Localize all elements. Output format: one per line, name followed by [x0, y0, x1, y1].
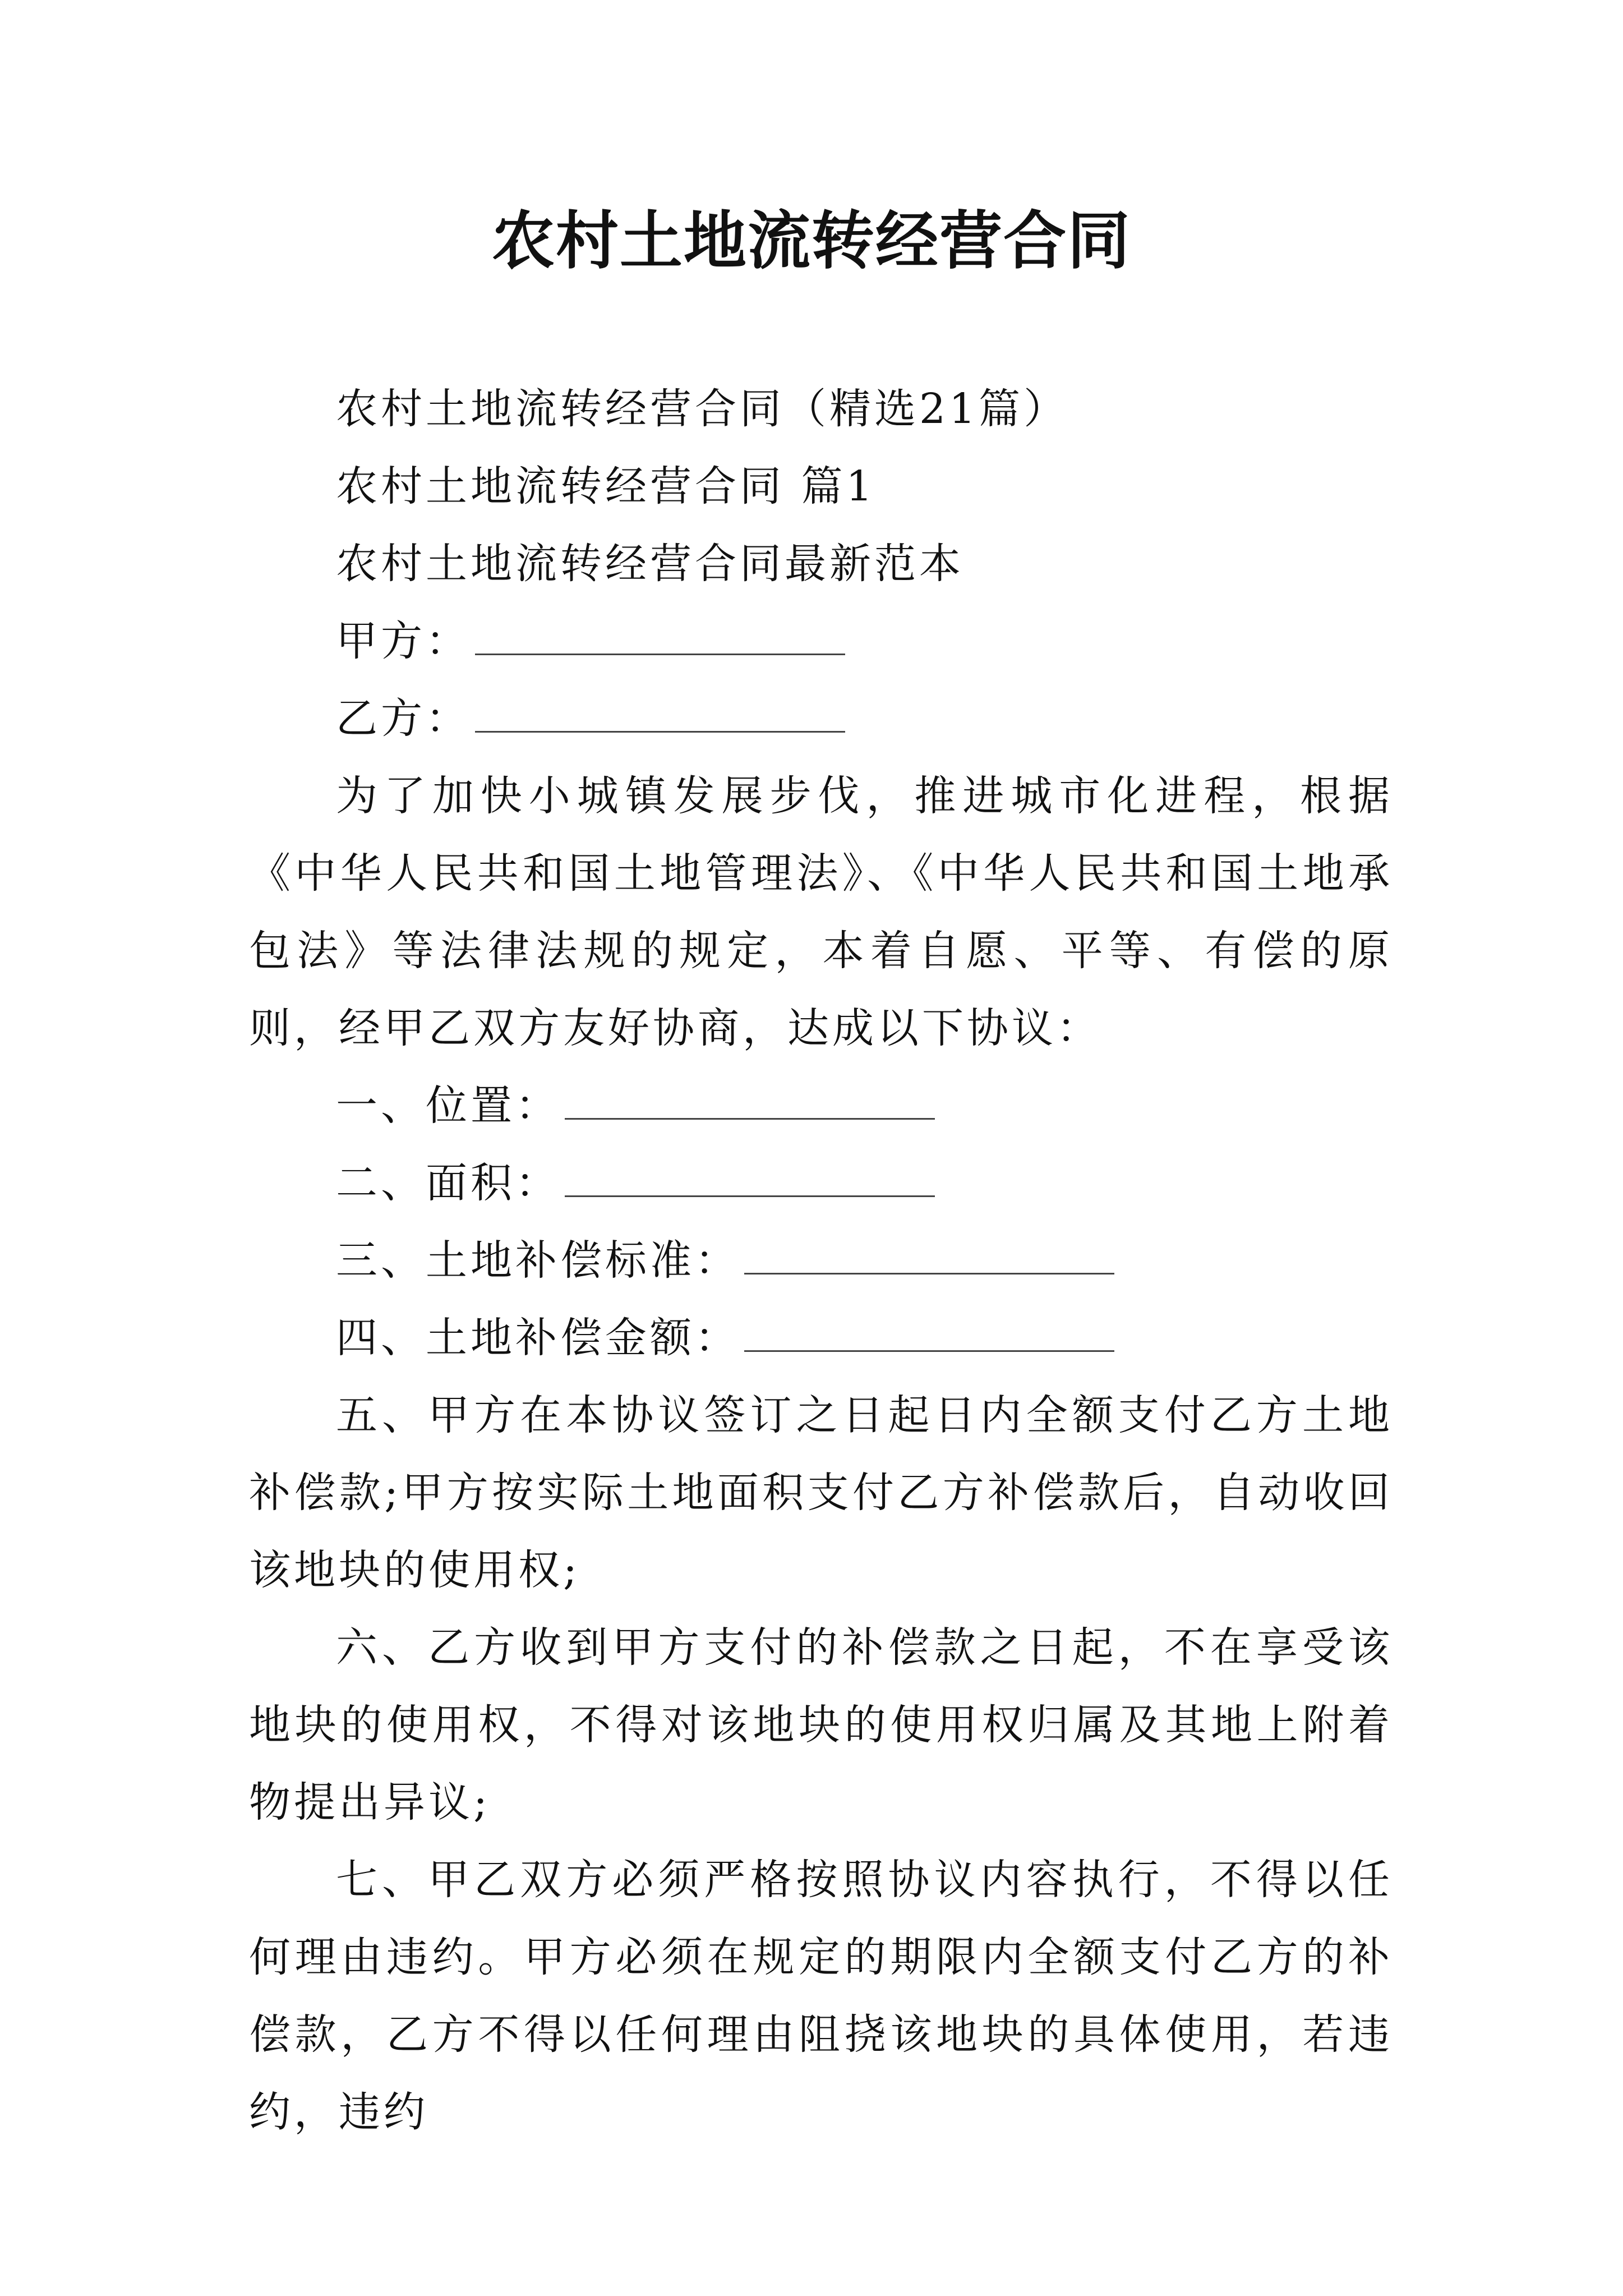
section-heading: 农村土地流转经营合同 篇1 — [336, 462, 876, 510]
document-body — [249, 370, 1393, 2151]
item-amount-label: 四、土地补偿金额： — [336, 1314, 740, 1362]
item-area-blank — [565, 1184, 935, 1197]
item-area-label: 二、面积： — [336, 1159, 560, 1207]
clause-7: 七、甲乙双方必须严格按照协议内容执行，不得以任何理由违约。甲方必须在规定的期限内全额支付乙方的补偿款，乙方不得以任何理由阻挠该地块的具体使用，若违约，违约 — [249, 1856, 1393, 2136]
party-a-line — [249, 602, 1393, 680]
item-area — [249, 1144, 1393, 1222]
item-location-label: 一、位置： — [336, 1082, 560, 1130]
item-standard-label: 三、土地补偿标准： — [336, 1236, 740, 1285]
subtitle-line: 农村土地流转经营合同（精选21篇） — [336, 385, 1069, 433]
item-location — [249, 1067, 1393, 1144]
clause-5: 五、甲方在本协议签订之日起日内全额支付乙方土地补偿款;甲方按实际土地面积支付乙方补偿款后，自动收回该地块的使用权; — [249, 1391, 1393, 1594]
preamble-paragraph: 为了加快小城镇发展步伐，推进城市化进程，根据《中华人民共和国土地管理法》、《中华人民共和国土地承包法》等法律法规的规定，本着自愿、平等、有偿的原则，经甲乙双方友好协商，达成以下协议： — [249, 772, 1393, 1052]
clause-6: 六、乙方收到甲方支付的补偿款之日起，不在享受该地块的使用权，不得对该地块的使用权归属及其地上附着物提出异议; — [249, 1623, 1393, 1826]
party-b-label: 乙方： — [336, 694, 471, 743]
party-b-line — [249, 680, 1393, 757]
template-heading: 农村土地流转经营合同最新范本 — [336, 540, 964, 588]
party-a-label: 甲方： — [336, 617, 471, 665]
item-location-blank — [565, 1107, 935, 1120]
item-amount — [249, 1299, 1393, 1377]
item-amount-blank — [744, 1339, 1114, 1352]
party-a-blank — [475, 642, 845, 655]
item-standard — [249, 1222, 1393, 1299]
document-title: 农村土地流转经营合同 — [492, 204, 1131, 278]
party-b-blank — [475, 720, 845, 733]
item-standard-blank — [744, 1262, 1114, 1274]
